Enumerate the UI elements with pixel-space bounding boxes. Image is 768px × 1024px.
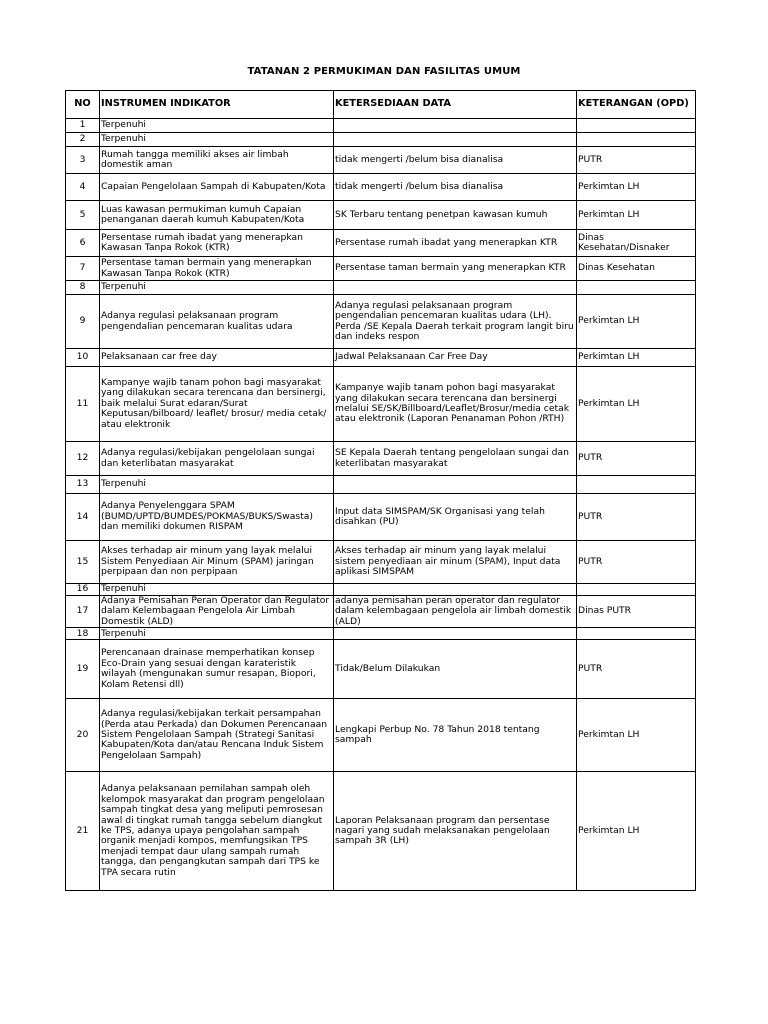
- keterangan-cell: [577, 584, 696, 596]
- table-row: [66, 541, 696, 584]
- keterangan-cell: Dinas Kesehatan/Disnaker: [577, 230, 696, 257]
- no-cell: 10: [66, 349, 100, 367]
- keterangan-cell: Perkimtan LH: [577, 367, 696, 442]
- ketersediaan-cell: Jadwal Pelaksanaan Car Free Day: [334, 349, 577, 367]
- ketersediaan-cell: Laporan Pelaksanaan program dan persentase nagari yang sudah melaksanakan pengelolaan sampah 3R (LH): [334, 772, 577, 891]
- ketersediaan-cell: [334, 281, 577, 295]
- ketersediaan-cell: Akses terhadap air minum yang layak melalui sistem penyediaan air minum (SPAM), Input data aplikasi SIMSPAM: [334, 541, 577, 584]
- ketersediaan-cell: Input data SIMSPAM/SK Organisasi yang telah disahkan (PU): [334, 494, 577, 541]
- table-row: [66, 640, 696, 699]
- no-cell: 14: [66, 494, 100, 541]
- keterangan-cell: [577, 133, 696, 147]
- indikator-cell: Terpenuhi: [100, 119, 334, 133]
- no-cell: 15: [66, 541, 100, 584]
- table-row: [66, 476, 696, 494]
- no-cell: 16: [66, 584, 100, 596]
- table-row: [66, 442, 696, 476]
- keterangan-cell: Dinas Kesehatan: [577, 257, 696, 281]
- table-row: [66, 628, 696, 640]
- indikator-cell: Terpenuhi: [100, 281, 334, 295]
- header-ketersediaan: KETERSEDIAAN DATA: [334, 91, 577, 119]
- keterangan-cell: Perkimtan LH: [577, 699, 696, 772]
- no-cell: 18: [66, 628, 100, 640]
- keterangan-cell: PUTR: [577, 541, 696, 584]
- no-cell: 8: [66, 281, 100, 295]
- ketersediaan-cell: Persentase taman bermain yang menerapkan KTR: [334, 257, 577, 281]
- indikator-cell: Adanya regulasi/kebijakan terkait persampahan (Perda atau Perkada) dan Dokumen Perencanaan Sistem Pengelolaan Sampah (Strategi Sanitasi Kabupaten/Kota dan/atau Rencana Induk Sistem Pengelolaan Sampah): [100, 699, 334, 772]
- table-row: [66, 772, 696, 891]
- no-cell: 4: [66, 174, 100, 201]
- table-row: [66, 257, 696, 281]
- indikator-cell: Terpenuhi: [100, 584, 334, 596]
- ketersediaan-cell: SE Kepala Daerah tentang pengelolaan sungai dan keterlibatan masyarakat: [334, 442, 577, 476]
- header-row: [66, 91, 696, 119]
- ketersediaan-cell: Adanya regulasi pelaksanaan program pengendalian pencemaran kualitas udara (LH). Perda /SE Kepala Daerah terkait program langit biru dan indeks respon: [334, 295, 577, 349]
- ketersediaan-cell: [334, 119, 577, 133]
- table-row: [66, 147, 696, 174]
- ketersediaan-cell: Lengkapi Perbup No. 78 Tahun 2018 tentang sampah: [334, 699, 577, 772]
- indikator-cell: Adanya Pemisahan Peran Operator dan Regulator dalam Kelembagaan Pengelola Air Limbah Domestik (ALD): [100, 596, 334, 628]
- table-row: [66, 174, 696, 201]
- keterangan-cell: PUTR: [577, 494, 696, 541]
- table-row: [66, 596, 696, 628]
- indikator-cell: Rumah tangga memiliki akses air limbah domestik aman: [100, 147, 334, 174]
- keterangan-cell: PUTR: [577, 442, 696, 476]
- indikator-cell: Adanya Penyelenggara SPAM (BUMD/UPTD/BUMDES/POKMAS/BUKS/Swasta) dan memiliki dokumen RISPAM: [100, 494, 334, 541]
- no-cell: 5: [66, 201, 100, 230]
- indikator-cell: Persentase taman bermain yang menerapkan Kawasan Tanpa Rokok (KTR): [100, 257, 334, 281]
- no-cell: 21: [66, 772, 100, 891]
- ketersediaan-cell: Kampanye wajib tanam pohon bagi masyarakat yang dilakukan secara terencana dan bersinergi melalui SE/SK/Billboard/Leaflet/Brosur/media cetak atau elektronik (Laporan Penanaman Pohon /RTH): [334, 367, 577, 442]
- no-cell: 1: [66, 119, 100, 133]
- ketersediaan-cell: [334, 584, 577, 596]
- header-keterangan: KETERANGAN (OPD): [577, 91, 696, 119]
- keterangan-cell: Perkimtan LH: [577, 201, 696, 230]
- no-cell: 6: [66, 230, 100, 257]
- keterangan-cell: PUTR: [577, 640, 696, 699]
- keterangan-cell: Perkimtan LH: [577, 349, 696, 367]
- indikator-cell: Perencanaan drainase memperhatikan konsep Eco-Drain yang sesuai dengan karateristik wilayah (mengunakan sumur resapan, Biopori, Kolam Retensi dll): [100, 640, 334, 699]
- table-row: [66, 281, 696, 295]
- no-cell: 7: [66, 257, 100, 281]
- no-cell: 12: [66, 442, 100, 476]
- table-row: [66, 133, 696, 147]
- no-cell: 13: [66, 476, 100, 494]
- ketersediaan-cell: [334, 628, 577, 640]
- header-no: NO: [66, 91, 100, 119]
- ketersediaan-cell: Persentase rumah ibadat yang menerapkan KTR: [334, 230, 577, 257]
- indikator-cell: Terpenuhi: [100, 628, 334, 640]
- ketersediaan-cell: [334, 476, 577, 494]
- indikator-cell: Adanya regulasi pelaksanaan program pengendalian pencemaran kualitas udara: [100, 295, 334, 349]
- no-cell: 3: [66, 147, 100, 174]
- no-cell: 9: [66, 295, 100, 349]
- keterangan-cell: Perkimtan LH: [577, 295, 696, 349]
- keterangan-cell: Perkimtan LH: [577, 174, 696, 201]
- keterangan-cell: [577, 281, 696, 295]
- table-row: [66, 295, 696, 349]
- no-cell: 20: [66, 699, 100, 772]
- keterangan-cell: [577, 476, 696, 494]
- table-row: [66, 699, 696, 772]
- table-row: [66, 230, 696, 257]
- keterangan-cell: [577, 628, 696, 640]
- ketersediaan-cell: tidak mengerti /belum bisa dianalisa: [334, 174, 577, 201]
- table-row: [66, 494, 696, 541]
- header-indikator: INSTRUMEN INDIKATOR: [100, 91, 334, 119]
- indikator-cell: Persentase rumah ibadat yang menerapkan Kawasan Tanpa Rokok (KTR): [100, 230, 334, 257]
- indikator-cell: Adanya regulasi/kebijakan pengelolaan sungai dan keterlibatan masyarakat: [100, 442, 334, 476]
- indikator-cell: Kampanye wajib tanam pohon bagi masyarakat yang dilakukan secara terencana dan bersinergi, baik melalui Surat edaran/Surat Keputusan/bilboard/ leaflet/ brosur/ media cetak/ atau elektronik: [100, 367, 334, 442]
- no-cell: 17: [66, 596, 100, 628]
- no-cell: 11: [66, 367, 100, 442]
- table-body: [66, 119, 696, 891]
- no-cell: 19: [66, 640, 100, 699]
- indikator-cell: Terpenuhi: [100, 476, 334, 494]
- table-row: [66, 119, 696, 133]
- ketersediaan-cell: tidak mengerti /belum bisa dianalisa: [334, 147, 577, 174]
- indikator-cell: Adanya pelaksanaan pemilahan sampah oleh kelompok masyarakat dan program pengelolaan sampah tingkat desa yang meliputi pemrosesan awal di tingkat rumah tangga sebelum diangkut ke TPS, adanya upaya pengolahan sampah organik menjadi kompos, memfungsikan TPS menjadi tempat daur ulang sampah rumah tangga, dan pengangkutan sampah dari TPS ke TPA secara rutin: [100, 772, 334, 891]
- keterangan-cell: Dinas PUTR: [577, 596, 696, 628]
- indikator-cell: Terpenuhi: [100, 133, 334, 147]
- indikator-cell: Akses terhadap air minum yang layak melalui Sistem Penyediaan Air Minum (SPAM) jaringan perpipaan dan non perpipaan: [100, 541, 334, 584]
- page-title: TATANAN 2 PERMUKIMAN DAN FASILITAS UMUM: [247, 66, 521, 77]
- keterangan-cell: PUTR: [577, 147, 696, 174]
- ketersediaan-cell: Tidak/Belum Dilakukan: [334, 640, 577, 699]
- indikator-cell: Pelaksanaan car free day: [100, 349, 334, 367]
- table-row: [66, 584, 696, 596]
- indikator-cell: Luas kawasan permukiman kumuh Capaian penanganan daerah kumuh Kabupaten/Kota: [100, 201, 334, 230]
- indicator-table: [65, 90, 696, 891]
- table-row: [66, 367, 696, 442]
- ketersediaan-cell: adanya pemisahan peran operator dan regulator dalam kelembagaan pengelola air limbah domestik (ALD): [334, 596, 577, 628]
- ketersediaan-cell: [334, 133, 577, 147]
- indikator-cell: Capaian Pengelolaan Sampah di Kabupaten/Kota: [100, 174, 334, 201]
- keterangan-cell: [577, 119, 696, 133]
- no-cell: 2: [66, 133, 100, 147]
- table-row: [66, 201, 696, 230]
- keterangan-cell: Perkimtan LH: [577, 772, 696, 891]
- ketersediaan-cell: SK Terbaru tentang penetpan kawasan kumuh: [334, 201, 577, 230]
- table-row: [66, 349, 696, 367]
